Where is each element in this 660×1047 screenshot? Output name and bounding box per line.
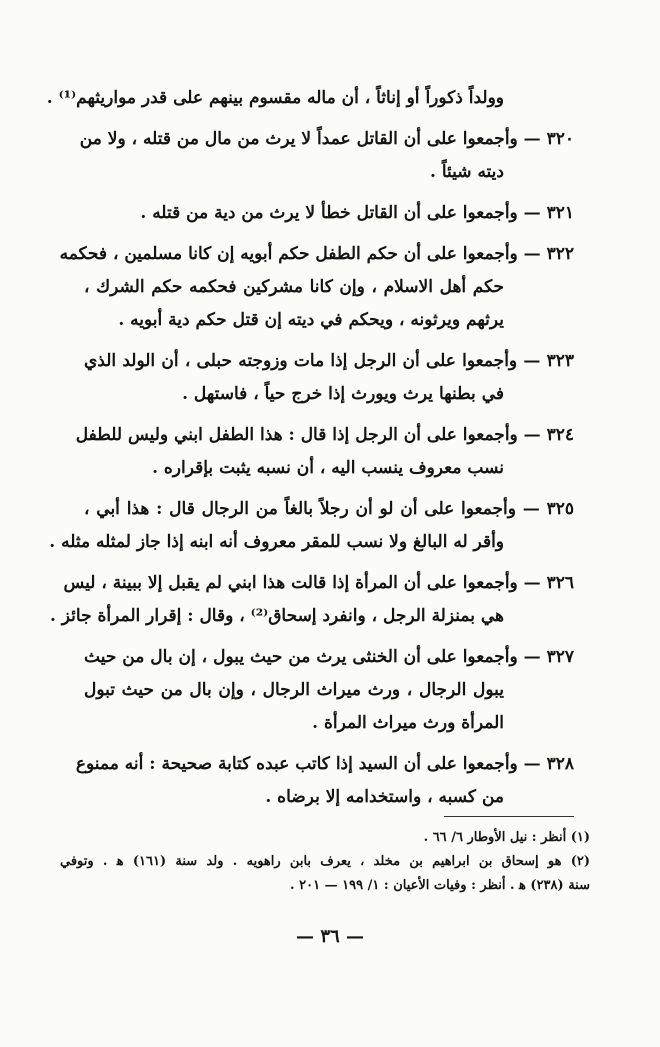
footnotes — [60, 826, 590, 898]
text-line: وولداً ذكوراً أو إناثاً ، أن ماله مقسوم بينهم على قدر مواريثهم⁽¹⁾ . — [46, 88, 504, 108]
text-line: يرثهم ويرثونه ، ويحكم في ديته إن قتل حكم دية أبويه . — [118, 310, 504, 330]
footnote-2-continued: سنة (٢٣٨) ﻫ . أنظر : وفيات الأعيان : ١/ ١٩٩ — ٢٠١ . — [290, 878, 590, 893]
text-line: ٣٢٣ — وأجمعوا على أن الرجل إذا مات وزوجته حبلى ، أن الولد الذي — [84, 351, 575, 371]
page-number: — ٣٦ — — [296, 926, 364, 947]
text-line: ٣٢٦ — وأجمعوا على أن المرأة إذا قالت هذا ابني لم يقبل إلا ببينة ، ليس — [63, 573, 574, 593]
paragraph-326 — [49, 567, 574, 633]
text-line: يبول الرجال ، ورث ميراث الرجال ، وإن بال من حيث تبول — [84, 680, 504, 700]
text-line: وأقر له البالغ ولا نسب للمقر معروف أنه ابنه إذا جاز لمثله مثله . — [49, 532, 504, 552]
paragraph-continuation — [46, 82, 574, 115]
text-line: ٣٢٢ — وأجمعوا على أن حكم الطفل حكم أبويه إن كانا مسلمين ، فحكمه — [59, 244, 574, 264]
paragraph-322 — [59, 238, 574, 337]
paragraph-320 — [79, 123, 574, 189]
footnote-separator — [444, 816, 574, 817]
text-line: نسب معروف ينسب اليه ، أن نسبه يثبت بإقراره . — [152, 458, 504, 478]
text-line: ٣٢١ — وأجمعوا على أن القاتل خطأ لا يرث من دية من قتله . — [140, 203, 574, 223]
text-line: ٣٢٨ — وأجمعوا على أن السيد إذا كاتب عبده كتابة صحيحة : أنه ممنوع — [75, 754, 574, 774]
footnote-2: (٢) هو إسحاق بن ابراهيم بن مخلد ، يعرف بابن راهويه . ولد سنة (١٦١) ﻫ . وتوفي — [60, 854, 590, 869]
text-line: المرأة ورث ميراث المرأة . — [312, 713, 504, 733]
paragraph-325 — [49, 493, 574, 559]
text-line: ديته شيئاً . — [430, 162, 504, 182]
main-text — [46, 82, 575, 814]
paragraph-328 — [75, 748, 574, 814]
text-line: من كسبه ، واستخدامه إلا برضاه . — [265, 787, 504, 807]
text-line: في بطنها يرث ويورث إذا خرج حياً ، فاستهل . — [182, 384, 504, 404]
text-line: ٣٢٧ — وأجمعوا على أن الخنثى يرث من حيث يبول ، إن بال من حيث — [84, 647, 574, 667]
text-line: ٣٢٥ — وأجمعوا على أن لو أن رجلاً بالغاً من الرجال قال : هذا أبي ، — [84, 499, 574, 519]
text-line: ٣٢٠ — وأجمعوا على أن القاتل عمداً لا يرث من مال من قتله ، ولا من — [79, 129, 574, 149]
text-line: حكم أهل الاسلام ، وإن كانا مشركين فحكمه حكم الشرك ، — [84, 277, 504, 297]
paragraph-324 — [75, 419, 574, 485]
text-line: هي بمنزلة الرجل ، وانفرد إسحاق⁽²⁾ ، وقال : إقرار المرأة جائز . — [49, 606, 504, 626]
paragraph-327 — [84, 641, 574, 740]
text-line: ٣٢٤ — وأجمعوا على أن الرجل إذا قال : هذا الطفل ابني وليس للطفل — [75, 425, 574, 445]
paragraph-321 — [84, 197, 574, 230]
paragraph-323 — [84, 345, 574, 411]
footnote-1: (١) أنظر : نيل الأوطار ٦/ ٦٦ . — [423, 830, 590, 845]
